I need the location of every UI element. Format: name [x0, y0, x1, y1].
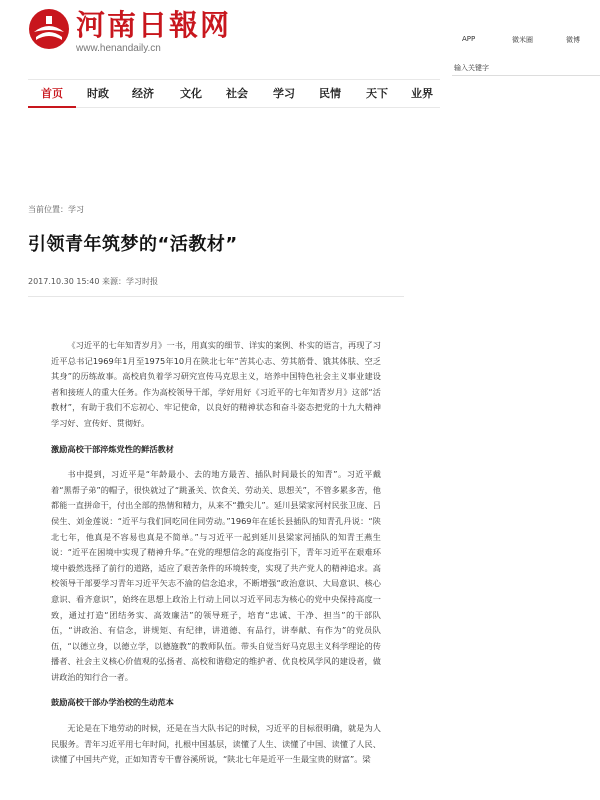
henan-daily-emblem-icon — [28, 8, 70, 50]
article-subheading: 激励高校干部淬炼党性的鲜活教材 — [51, 443, 174, 454]
site-logo[interactable] — [28, 6, 232, 62]
article-meta: 2017.10.30 15:40 来源：学习时报 — [28, 277, 158, 286]
nav-item-home[interactable]: 首页 — [41, 87, 63, 100]
article-subheading: 鼓励高校干部办学治校的生动范本 — [51, 697, 174, 708]
nav-item-public-opinion[interactable]: 民情 — [319, 87, 341, 100]
nav-item-culture[interactable]: 文化 — [180, 87, 202, 100]
nav-item-society[interactable]: 社会 — [226, 87, 248, 100]
nav-item-economy[interactable]: 经济 — [132, 87, 154, 100]
weimiquan-link[interactable]: 微米圈 — [512, 36, 533, 44]
nav-item-study[interactable]: 学习 — [273, 87, 295, 100]
article-paragraph: 《习近平的七年知青岁月》一书，用真实的细节、详实的案例、朴实的语言，再现了习近平总书记1969年1月至1975年10月在陕北七年“苦其心志、劳其筋骨、饿其体肤、空乏其身”的历练故事。高校肩负着学习研究宣传马克思主义，培养中国特色社会主义事业建设者和接班人的重大任务。作为高校领导干部，学好用好《习近平的七年知青岁月》这部“活教材”，有助于我们不忘初心、牢记使命，以良好的精神状态和奋斗姿态把党的十九大精神学习好、宣传好、贯彻好。 — [51, 340, 381, 428]
nav-item-industry[interactable]: 业界 — [411, 87, 433, 100]
nav-item-politics[interactable]: 时政 — [87, 87, 109, 100]
main-nav — [28, 80, 440, 108]
site-url: www.henandaily.cn — [76, 43, 161, 54]
site-name: 河南日報网 — [76, 8, 232, 42]
article-paragraph: 无论是在下地劳动的时候，还是在当大队书记的时候，习近平的目标很明确，就是为人民服务。青年习近平用七年时间，扎根中国基层，读懂了人生、读懂了中国、读懂了人民、读懂了中国共产党，正如知青专干曹谷溪所说，“陕北七年是近平一生最宝贵的财富”。梁 — [51, 723, 381, 765]
weibo-link[interactable]: 微博 — [566, 36, 580, 44]
nav-item-world[interactable]: 天下 — [366, 87, 388, 100]
article-title: 引领青年筑梦的“活教材” — [28, 234, 238, 255]
search-input[interactable]: 输入关键字 — [452, 60, 600, 76]
article-paragraph: 书中提到，习近平是“年龄最小、去的地方最苦、插队时间最长的知青”。习近平戴着“黑帮子弟”的帽子，很快就过了“跳蚤关、饮食关、劳动关、思想关”，不管多累多苦，他都能一直拼命干，付出全部的热情和精力，从来不“撒尖儿”。延川县梁家河村民张卫庞、吕侯生、刘金莲说：“近平与我们同吃同住同劳动。”1969年在延长县插队的知青孔丹说：“陕北七年，他真是不容易也真是不简单。”与习近平一起到延川县梁家河插队的知青王燕生说：“近平在困境中实现了精神升华。”在党的理想信念的高度指引下，青年习近平在艰难环境中毅然选择了前行的道路，适应了艰苦条件的环境转变，实现了共产党人的精神追求。高校领导干部要学习青年习近平矢志不渝的信念追求，不断增强“政治意识、大局意识、核心意识、看齐意识”，始终在思想上政治上行动上同以习近平同志为核心的党中央保持高度一致，通过打造“团结务实、高效廉洁”的领导班子，培育“忠诚、干净、担当”的干部队伍，“讲政治、有信念，讲规矩、有纪律，讲道德、有品行，讲奉献、有作为”的党员队伍，“以德立身，以德立学，以德施教”的教师队伍。带头自觉当好马克思主义科学理论的传播者、社会主义核心价值观的弘扬者、高校和谐稳定的维护者、优良校风学风的建设者，做讲政治的知行合一者。 — [51, 469, 381, 682]
breadcrumb: 当前位置：学习 — [28, 205, 84, 214]
article-body — [51, 338, 381, 778]
app-link[interactable]: APP — [462, 35, 476, 43]
nav-active-indicator — [28, 106, 76, 108]
title-divider — [28, 296, 404, 297]
